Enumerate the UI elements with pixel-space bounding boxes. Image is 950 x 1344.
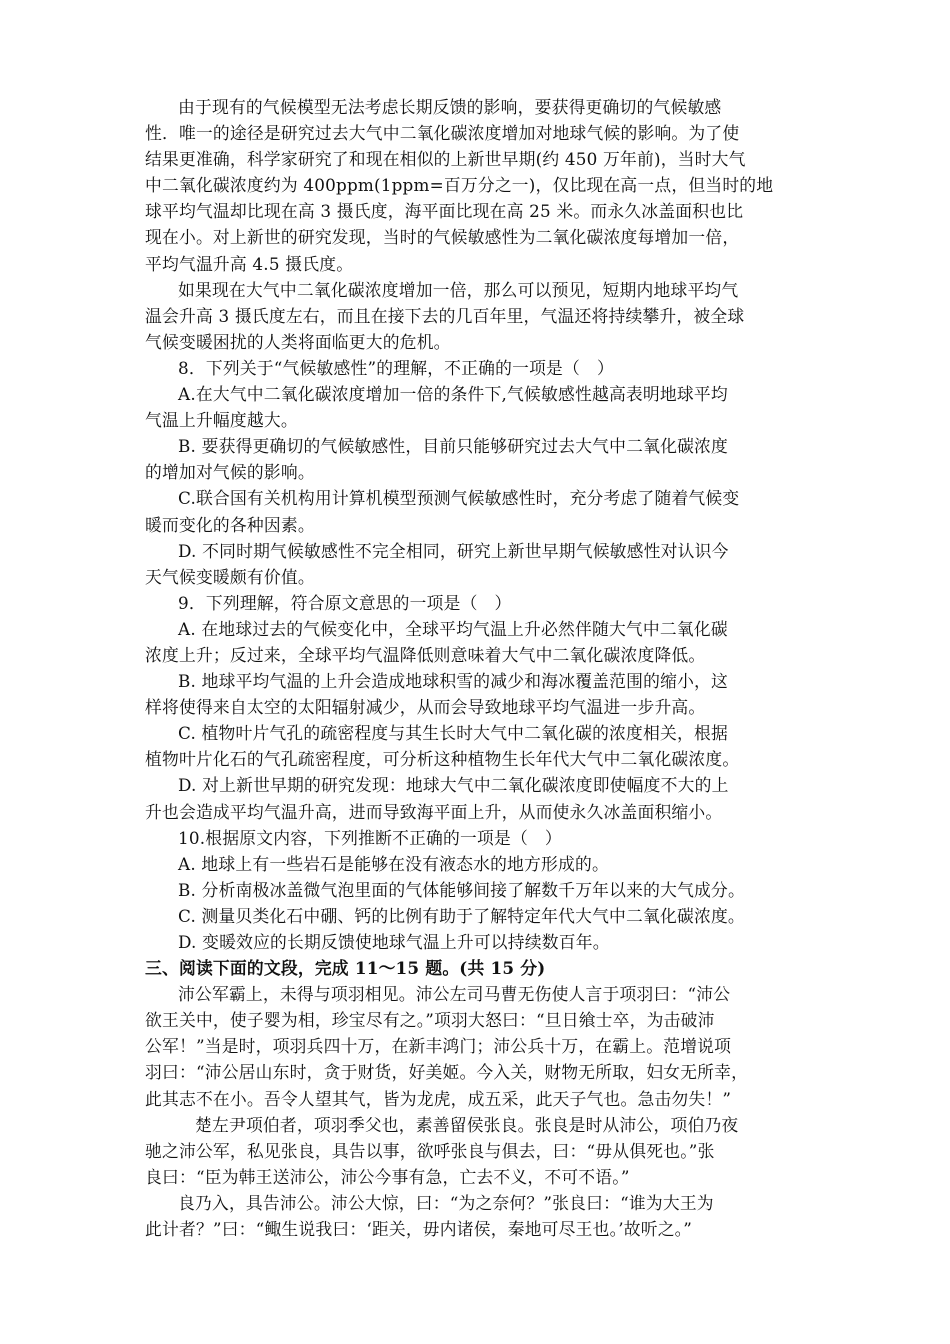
- text-line: 公军！”当是时，项羽兵四十万，在新丰鸿门；沛公兵十万，在霸上。范增说项: [145, 1036, 732, 1057]
- text-line: 驰之沛公军，私见张良，具告以事，欲呼张良与俱去，曰：“毋从俱死也。”张: [145, 1140, 715, 1161]
- text-line: 良乃入，具告沛公。沛公大惊，曰：“为之奈何？”张良曰：“谁为大王为: [178, 1192, 714, 1213]
- text-line: C. 测量贝类化石中硼、钙的比例有助于了解特定年代大气中二氧化碳浓度。: [178, 905, 745, 926]
- text-line: 此其志不在小。吾令人望其气，皆为龙虎，成五采，此天子气也。急击勿失！”: [145, 1088, 732, 1109]
- text-line: 现在小。对上新世的研究发现，当时的气候敏感性为二氧化碳浓度每增加一倍，: [145, 227, 740, 248]
- text-line: 9．下列理解，符合原文意思的一项是（ ）: [178, 592, 512, 613]
- text-line: 气候变暖困扰的人类将面临更大的危机。: [145, 331, 451, 352]
- text-line: A.在大气中二氧化碳浓度增加一倍的条件下,气候敏感性越高表明地球平均: [178, 384, 728, 405]
- text-line: C. 植物叶片气孔的疏密程度与其生长时大气中二氧化碳的浓度相关，根据: [178, 723, 728, 744]
- text-line: B. 地球平均气温的上升会造成地球积雪的减少和海冰覆盖范围的缩小，这: [178, 671, 729, 692]
- text-line: 由于现有的气候模型无法考虑长期反馈的影响，要获得更确切的气候敏感: [178, 97, 722, 117]
- text-line: A. 地球上有一些岩石是能够在没有液态水的地方形成的。: [178, 853, 609, 874]
- section-heading: 三、阅读下面的文段，完成 11～15 题。(共 15 分): [145, 958, 546, 979]
- text-line: D. 变暖效应的长期反馈使地球气温上升可以持续数百年。: [178, 932, 610, 952]
- text-line: 样将使得来自太空的太阳辐射减少，从而会导致地球平均气温进一步升高。: [145, 697, 706, 718]
- text-line: 此计者？”曰：“鲰生说我曰：‘距关，毋内诸侯，秦地可尽王也。’故听之。”: [145, 1219, 693, 1240]
- text-line: 气温上升幅度越大。: [145, 410, 298, 431]
- text-line: 浓度上升；反过来，全球平均气温降低则意味着大气中二氧化碳浓度降低。: [145, 644, 706, 665]
- text-line: 温会升高 3 摄氏度左右，而且在接下去的几百年里，气温还将持续攀升，被全球: [145, 305, 745, 326]
- text-line: D. 对上新世早期的研究发现：地球大气中二氧化碳浓度即使幅度不大的上: [178, 775, 729, 796]
- text-line: 10.根据原文内容，下列推断不正确的一项是（ ）: [178, 827, 562, 848]
- text-line: C.联合国有关机构用计算机模型预测气候敏感性时，充分考虑了随着气候变: [178, 488, 740, 509]
- text-line: 球平均气温却比现在高 3 摄氏度，海平面比现在高 25 米。而永久冰盖面积也比: [145, 201, 744, 222]
- text-line: B. 分析南极冰盖微气泡里面的气体能够间接了解数千万年以来的大气成分。: [178, 879, 746, 900]
- text-line: 暖而变化的各种因素。: [145, 514, 315, 535]
- text-line: 结果更准确，科学家研究了和现在相似的上新世早期(约 450 万年前)，当时大气: [145, 149, 746, 170]
- text-line: 升也会造成平均气温升高，进而导致海平面上升，从而使永久冰盖面积缩小。: [145, 801, 723, 822]
- text-line: 平均气温升高 4.5 摄氏度。: [145, 253, 354, 274]
- text-line: 8．下列关于“气候敏感性”的理解，不正确的一项是（ ）: [178, 357, 614, 378]
- text-line: 中二氧化碳浓度约为 400ppm(1ppm=百万分之一)，仅比现在高一点，但当时的地: [145, 175, 774, 196]
- text-line: 性．唯一的途径是研究过去大气中二氧化碳浓度增加对地球气候的影响。为了使: [145, 123, 740, 144]
- text-line: 如果现在大气中二氧化碳浓度增加一倍，那么可以预见，短期内地球平均气: [178, 279, 739, 300]
- text-line: D. 不同时期气候敏感性不完全相同，研究上新世早期气候敏感性对认识今: [178, 540, 729, 561]
- text-line: 羽曰：“沛公居山东时，贪于财货，好美姬。今入关，财物无所取，妇女无所幸，: [145, 1062, 749, 1083]
- text-line: B. 要获得更确切的气候敏感性，目前只能够研究过去大气中二氧化碳浓度: [178, 436, 729, 457]
- text-line: 良曰：“臣为韩王送沛公，沛公今事有急，亡去不义，不可不语。”: [145, 1166, 630, 1187]
- text-line: 欲王关中，使子婴为相，珍宝尽有之。”项羽大怒曰：“旦日飨士卒，为击破沛: [145, 1010, 715, 1031]
- text-line: A. 在地球过去的气候变化中，全球平均气温上升必然伴随大气中二氧化碳: [178, 618, 728, 639]
- text-line: 沛公军霸上，未得与项羽相见。沛公左司马曹无伤使人言于项羽曰：“沛公: [178, 984, 731, 1005]
- text-line: 植物叶片化石的气孔疏密程度，可分析这种植物生长年代大气中二氧化碳浓度。: [145, 749, 740, 770]
- document-body: [145, 94, 815, 1242]
- text-line: 天气候变暖颇有价值。: [145, 566, 315, 587]
- text-line: 楚左尹项伯者，项羽季父也，素善留侯张良。张良是时从沛公，项伯乃夜: [195, 1114, 739, 1135]
- text-line: 的增加对气候的影响。: [145, 462, 315, 483]
